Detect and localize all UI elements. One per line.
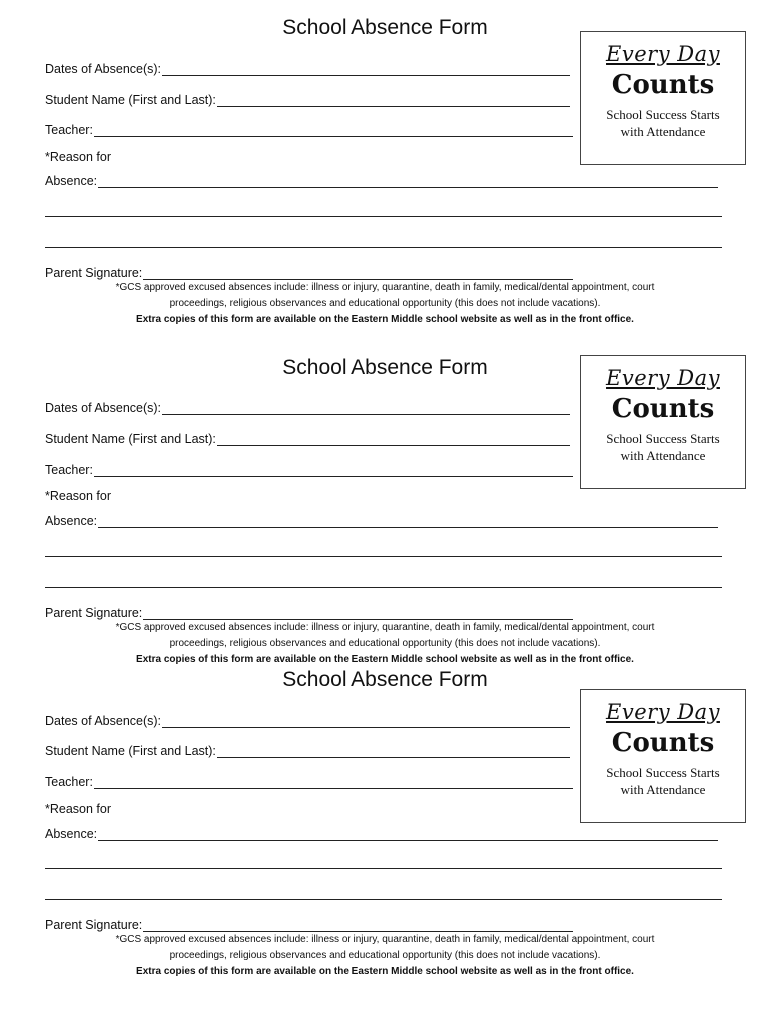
excused-absence-note: [45, 280, 725, 328]
note-line-3: Extra copies of this form are available on the Eastern Middle school website as well as in the front office.: [136, 654, 634, 665]
note-line-1: *GCS approved excused absences include: illness or injury, quarantine, death in family, medical/dental appointment, court: [115, 282, 655, 293]
note-line-2: proceedings, religious observances and educational opportunity (this does not include vacations).: [169, 950, 601, 961]
badge-counts: Counts: [611, 728, 715, 758]
every-day-counts-badge: [580, 31, 746, 165]
dates-of-absence-field[interactable]: [45, 58, 570, 76]
student-line[interactable]: [217, 744, 570, 758]
teacher-line[interactable]: [94, 775, 573, 789]
dates-of-absence-field[interactable]: [45, 710, 570, 728]
dates-label: Dates of Absence(s):: [45, 401, 162, 415]
parent-signature-field[interactable]: [45, 602, 573, 620]
badge-tagline-2: with Attendance: [620, 448, 706, 463]
badge-tagline-1: School Success Starts: [606, 107, 720, 122]
student-label: Student Name (First and Last):: [45, 432, 216, 446]
parent-signature-field[interactable]: [45, 262, 573, 280]
student-name-field[interactable]: [45, 89, 570, 107]
teacher-label: Teacher:: [45, 775, 93, 789]
student-line[interactable]: [217, 93, 570, 107]
dates-label: Dates of Absence(s):: [45, 714, 162, 728]
reason-blank-line[interactable]: [45, 216, 722, 217]
signature-line[interactable]: [143, 918, 573, 932]
note-line-3: Extra copies of this form are available on the Eastern Middle school website as well as in the front office.: [136, 314, 634, 325]
signature-label: Parent Signature:: [45, 918, 143, 932]
student-line[interactable]: [217, 432, 570, 446]
reason-field[interactable]: [45, 510, 718, 528]
reason-blank-line[interactable]: [45, 868, 722, 869]
dates-of-absence-field[interactable]: [45, 397, 570, 415]
every-day-counts-badge: [580, 355, 746, 489]
note-line-3: Extra copies of this form are available on the Eastern Middle school website as well as in the front office.: [136, 966, 634, 977]
form-title: School Absence Form: [282, 356, 488, 379]
form-title: School Absence Form: [282, 16, 488, 39]
student-label: Student Name (First and Last):: [45, 744, 216, 758]
badge-tagline-1: School Success Starts: [606, 765, 720, 780]
teacher-field[interactable]: [45, 771, 573, 789]
dates-label: Dates of Absence(s):: [45, 62, 162, 76]
reason-blank-line[interactable]: [45, 899, 722, 900]
badge-counts: Counts: [611, 394, 715, 424]
every-day-counts-badge: [580, 689, 746, 823]
reason-field[interactable]: [45, 823, 718, 841]
signature-label: Parent Signature:: [45, 266, 143, 280]
reason-blank-line[interactable]: [45, 587, 722, 588]
excused-absence-note: [45, 932, 725, 980]
absence-form-2: [0, 340, 770, 670]
teacher-label: Teacher:: [45, 463, 93, 477]
signature-line[interactable]: [143, 606, 573, 620]
badge-every-day: Every Day: [606, 700, 720, 724]
teacher-field[interactable]: [45, 459, 573, 477]
reason-line[interactable]: [98, 174, 718, 188]
absence-form-1: [0, 0, 770, 330]
badge-counts: Counts: [611, 70, 715, 100]
reason-line[interactable]: [98, 827, 718, 841]
reason-absence-label: Absence:: [45, 514, 98, 528]
badge-tagline: [581, 430, 745, 464]
badge-every-day: Every Day: [606, 366, 720, 390]
reason-blank-line[interactable]: [45, 556, 722, 557]
teacher-line[interactable]: [94, 463, 573, 477]
teacher-line[interactable]: [94, 123, 573, 137]
dates-line[interactable]: [162, 714, 570, 728]
signature-label: Parent Signature:: [45, 606, 143, 620]
reason-blank-line[interactable]: [45, 247, 722, 248]
note-line-2: proceedings, religious observances and educational opportunity (this does not include vacations).: [169, 298, 601, 309]
badge-tagline: [581, 106, 745, 140]
reason-label: *Reason for: [45, 489, 112, 503]
student-label: Student Name (First and Last):: [45, 93, 216, 107]
reason-absence-label: Absence:: [45, 827, 98, 841]
teacher-label: Teacher:: [45, 123, 93, 137]
teacher-field[interactable]: [45, 119, 573, 137]
reason-label: *Reason for: [45, 802, 112, 816]
badge-tagline-2: with Attendance: [620, 782, 706, 797]
absence-form-3: [0, 652, 770, 982]
signature-line[interactable]: [143, 266, 573, 280]
dates-line[interactable]: [162, 401, 570, 415]
badge-every-day: Every Day: [606, 42, 720, 66]
note-line-1: *GCS approved excused absences include: illness or injury, quarantine, death in family, medical/dental appointment, court: [115, 934, 655, 945]
badge-tagline: [581, 764, 745, 798]
parent-signature-field[interactable]: [45, 914, 573, 932]
form-title: School Absence Form: [282, 668, 488, 691]
reason-label: *Reason for: [45, 150, 112, 164]
student-name-field[interactable]: [45, 740, 570, 758]
badge-tagline-2: with Attendance: [620, 124, 706, 139]
student-name-field[interactable]: [45, 428, 570, 446]
reason-line[interactable]: [98, 514, 718, 528]
badge-tagline-1: School Success Starts: [606, 431, 720, 446]
note-line-2: proceedings, religious observances and educational opportunity (this does not include vacations).: [169, 638, 601, 649]
dates-line[interactable]: [162, 62, 570, 76]
reason-absence-label: Absence:: [45, 174, 98, 188]
reason-field[interactable]: [45, 170, 718, 188]
note-line-1: *GCS approved excused absences include: illness or injury, quarantine, death in family, medical/dental appointment, court: [115, 622, 655, 633]
